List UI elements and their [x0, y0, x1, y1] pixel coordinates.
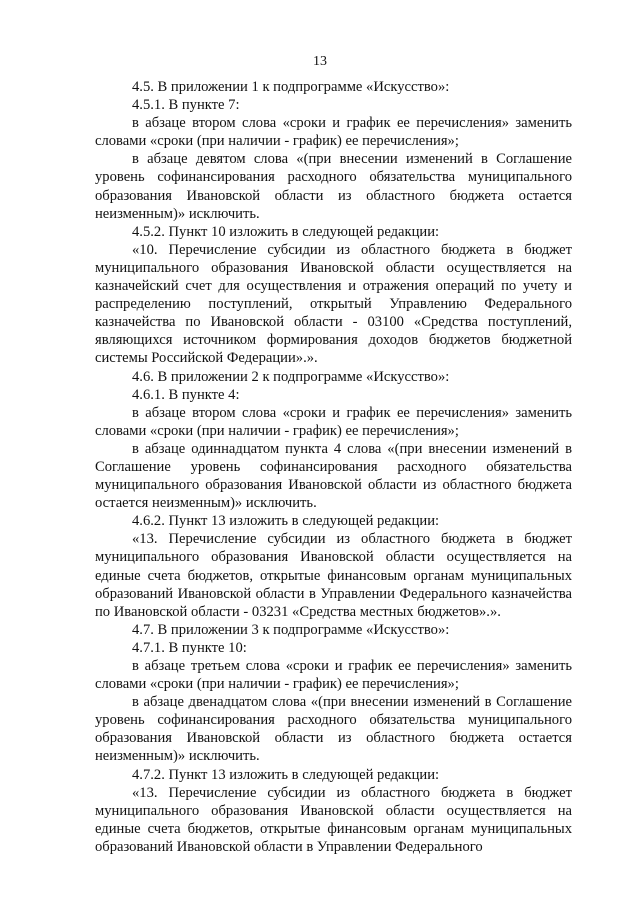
paragraph-amendment-second-abzac-4-6: в абзаце втором слова «сроки и график ее перечисления» заменить словами «сроки (при наличии - график) ее перечисления»;	[95, 404, 572, 439]
section-heading-4-6: 4.6. В приложении 2 к подпрограмме «Искусство»:	[132, 368, 450, 385]
section-heading-4-7: 4.7. В приложении 3 к подпрограмме «Искусство»:	[132, 621, 450, 638]
paragraph-amendment-third-abzac: в абзаце третьем слова «сроки и график ее перечисления» заменить словами «сроки (при наличии - график) ее перечисления»;	[95, 658, 572, 693]
subsection-heading-4-6-1: 4.6.1. В пункте 4:	[132, 386, 240, 403]
subsection-heading-4-7-1: 4.7.1. В пункте 10:	[132, 639, 247, 656]
paragraph-new-clause-13-4-6: «13. Перечисление субсидии из областного бюджета в бюджет муниципального образования Ивановской области осуществляется на единые счета бюджетов, открытые финансовым органам муниципальных образований Ивановской области в Управлении Федерального казначейства по Ивановской области - 03231 «Средства местных бюджетов».».	[95, 531, 572, 620]
paragraph-amendment-twelfth-abzac: в абзаце двенадцатом слова «(при внесении изменений в Соглашение уровень софинансирования расходного обязательства муниципального образования Ивановской области из областного бюджета остается неизменным)» исключить.	[95, 694, 572, 765]
section-heading-4-5: 4.5. В приложении 1 к подпрограмме «Искусство»:	[132, 79, 450, 95]
paragraph-amendment-ninth-abzac: в абзаце девятом слова «(при внесении изменений в Соглашение уровень софинансирования расходного обязательства муниципального образования Ивановской области из областного бюджета остается неизменным)» исключить.	[95, 151, 572, 222]
subsection-heading-4-6-2: 4.6.2. Пункт 13 изложить в следующей редакции:	[132, 513, 440, 530]
subsection-heading-4-7-2: 4.7.2. Пункт 13 изложить в следующей редакции:	[132, 766, 440, 783]
paragraph-amendment-eleventh-abzac: в абзаце одиннадцатом пункта 4 слова «(при внесении изменений в Соглашение уровень софинансирования расходного обязательства муниципального образования Ивановской области из областного бюджета остается неизменным)» исключить.	[95, 440, 572, 512]
document-body	[95, 78, 572, 856]
paragraph-new-clause-10: «10. Перечисление субсидии из областного бюджета в бюджет муниципального образования Ивановской области осуществляется на казначейский счет для осуществления и отражения операций по учету и распределению поступлений, открытый Управлению Федерального казначейства по Ивановской области - 03100 «Средства поступлений, являющихся источником формирования доходов бюджетов бюджетной системы Российской Федерации».».	[95, 241, 572, 367]
paragraph-new-clause-13-4-7: «13. Перечисление субсидии из областного бюджета в бюджет муниципального образования Ивановской области осуществляется на единые счета бюджетов, открытые финансовым органам муниципальных образований Ивановской области в Управлении Федерального	[95, 784, 572, 855]
subsection-heading-4-5-1: 4.5.1. В пункте 7:	[132, 97, 240, 114]
subsection-heading-4-5-2: 4.5.2. Пункт 10 изложить в следующей редакции:	[132, 223, 440, 240]
page-number: 13	[313, 54, 327, 69]
paragraph-amendment-second-abzac: в абзаце втором слова «сроки и график ее перечисления» заменить словами «сроки (при наличии - график) ее перечисления»;	[95, 115, 572, 150]
